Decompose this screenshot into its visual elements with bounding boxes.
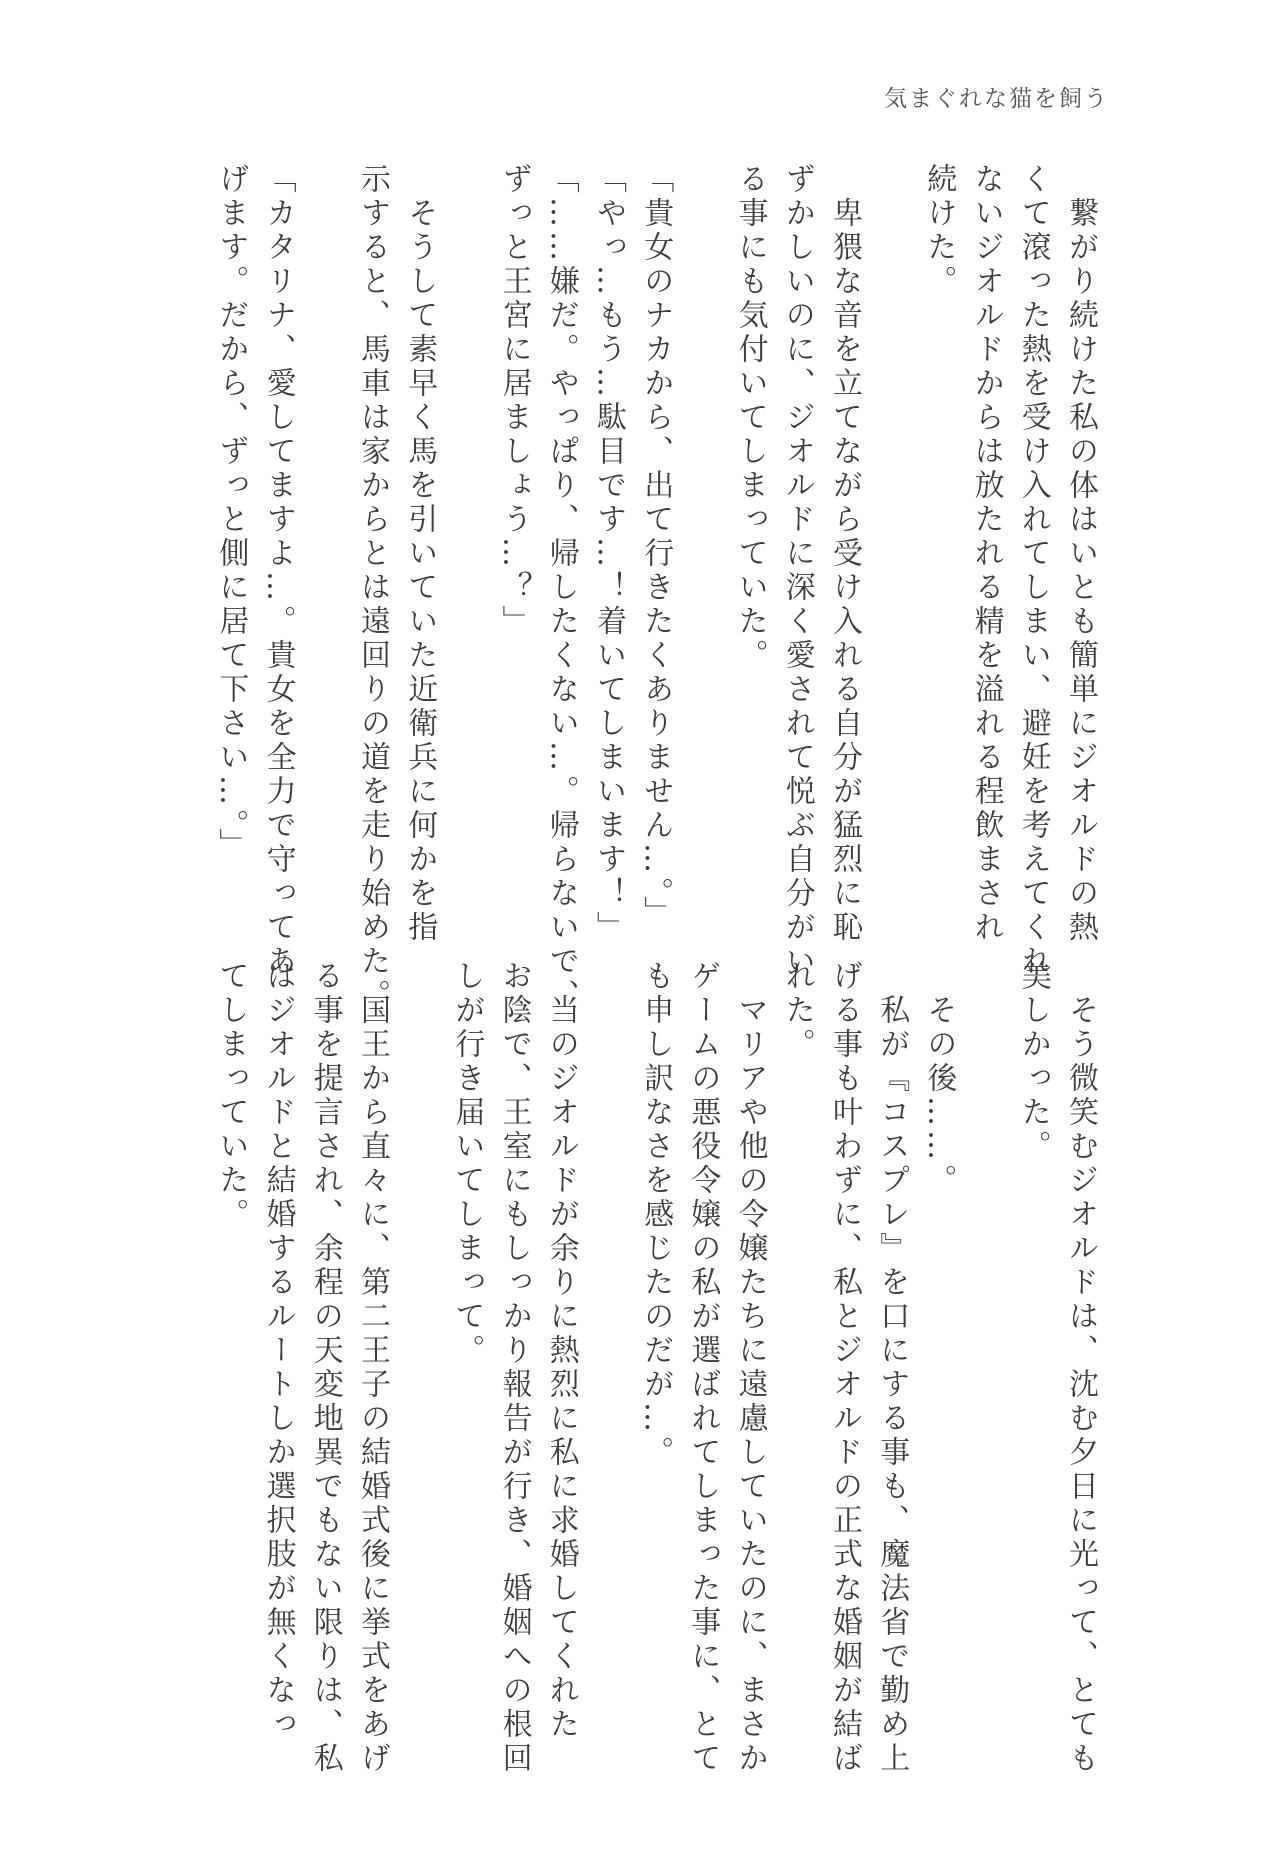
blank-column: [443, 163, 490, 903]
text-column: 繋がり続けた私の体はいとも簡単にジオルドの熱: [1063, 163, 1098, 945]
text-column: ゲームの悪役令嬢の私が選ばれてしまった事に、とて: [685, 960, 721, 1776]
blank-column: [679, 163, 726, 903]
blank-column: [585, 960, 632, 1700]
text-column: 「カタリナ、愛してますよ…。貴女を全力で守ってあ: [260, 163, 296, 979]
blank-column: [302, 163, 349, 903]
text-column: 当のジオルドが余りに熱烈に私に求婚してくれた: [543, 960, 579, 1742]
text-column: げる事も叶わずに、私とジオルドの正式な婚姻が結ば: [827, 960, 862, 1776]
text-column: ずっと王宮に居ましょう…？」: [496, 163, 532, 639]
text-column: 「やっ…もう…駄目です…！着いてしまいます！」: [591, 163, 626, 945]
blank-column: [396, 960, 443, 1700]
text-column: 私が『コスプレ』を口にする事も、魔法省で勤め上: [874, 960, 910, 1776]
text-column: も申し訳なさを感じたのだが…。: [638, 960, 674, 1470]
blank-column: [963, 960, 1010, 1700]
text-column: 続けた。: [921, 163, 957, 299]
text-column: 「……嫌だ。やっぱり、帰したくない…。帰らないで、: [543, 163, 579, 1013]
text-column: 卑猥な音を立てながら受け入れる自分が猛烈に恥: [827, 163, 862, 945]
text-column: しが行き届いてしまって。: [449, 960, 485, 1368]
text-column: る事を提言され、余程の天変地異でもない限りは、私: [307, 960, 343, 1776]
text-column: 美しかった。: [1015, 960, 1051, 1164]
running-title: 気まぐれな猫を飼う: [884, 86, 1109, 112]
text-column: マリアや他の令嬢たちに遠慮していたのに、まさか: [732, 960, 768, 1776]
text-column: そうして素早く馬を引いていた近衛兵に何かを指: [402, 163, 438, 945]
text-column: はジオルドと結婚するルートしか選択肢が無くなっ: [260, 960, 296, 1742]
text-column: そう微笑むジオルドは、沈む夕日に光って、とても: [1063, 960, 1098, 1776]
text-column: る事にも気付いてしまっていた。: [732, 163, 768, 673]
text-column: ずかしいのに、ジオルドに深く愛されて悦ぶ自分がい: [779, 163, 815, 979]
text-column: れた。: [779, 960, 815, 1062]
text-column: ないジオルドからは放たれる精を溢れる程飲まされ: [968, 163, 1004, 945]
text-column: てしまっていた。: [213, 960, 249, 1232]
text-column: 示すると、馬車は家からとは遠回りの道を走り始めた。: [355, 163, 390, 1013]
blank-column: [868, 163, 915, 903]
text-column: くて滾った熱を受け入れてしまい、避妊を考えてくれ: [1015, 163, 1051, 979]
text-column: お陰で、王室にもしっかり報告が行き、婚姻への根回: [496, 960, 532, 1776]
text-column: その後……。: [921, 960, 957, 1198]
text-column: 「貴女のナカから、出て行きたくありません…。」: [638, 163, 674, 930]
text-column: げます。だから、ずっと側に居て下さい…。」: [213, 163, 249, 862]
text-column: 国王から直々に、第二王子の結婚式後に挙式をあげ: [355, 960, 390, 1776]
